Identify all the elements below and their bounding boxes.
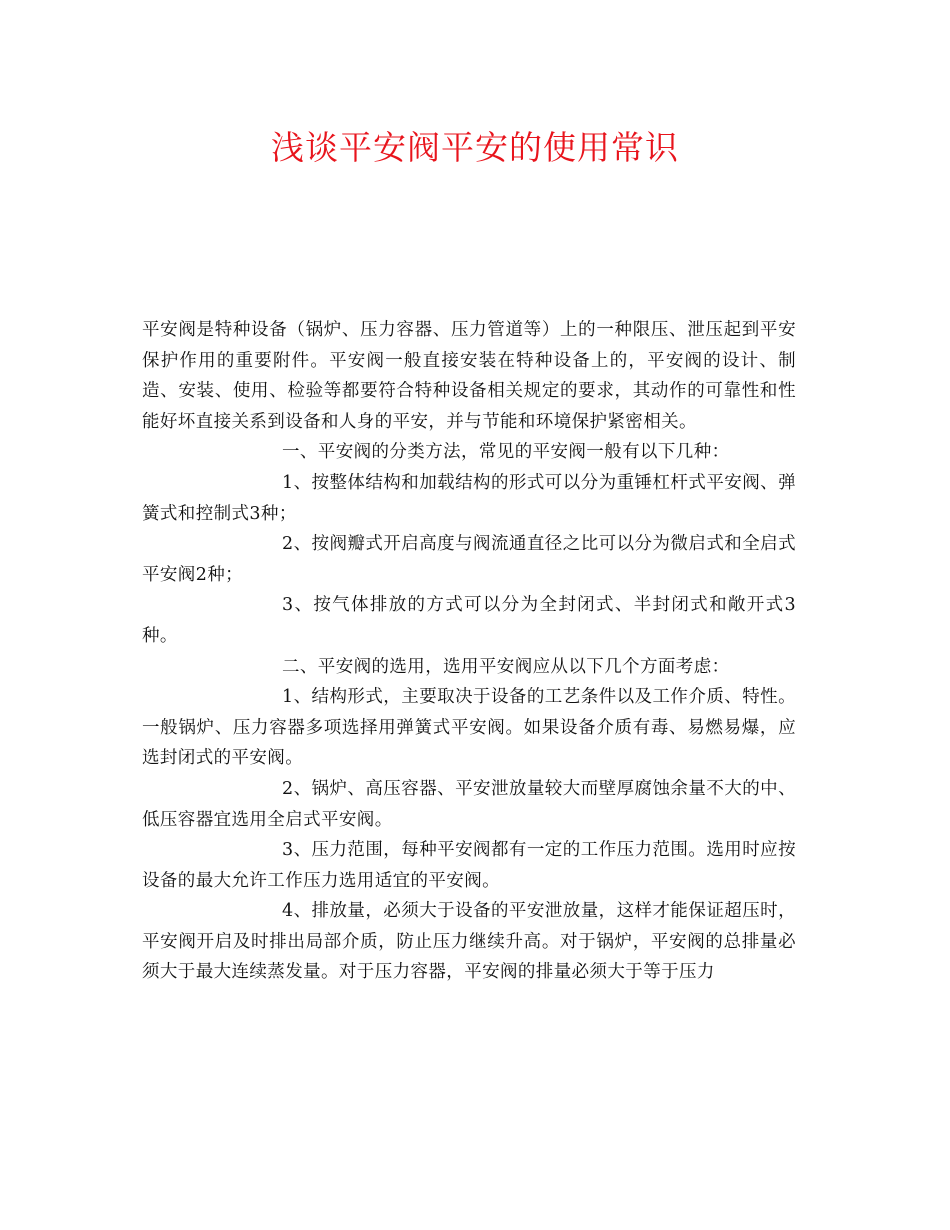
paragraph-intro: 平安阀是特种设备（锅炉、压力容器、压力管道等）上的一种限压、泄压起到平安保护作用的重要附件。平安阀一般直接安装在特种设备上的，平安阀的设计、制造、安装、使用、检验等都要符合特种设备相关规定的要求，其动作的可靠性和性能好坏直接关系到设备和人身的平安，并与节能和环境保护紧密相关。 <box>142 320 796 432</box>
list-item-classification-3: 3、按气体排放的方式可以分为全封闭式、半封闭式和敞开式3种。 <box>142 595 796 646</box>
document-title: 浅谈平安阀平安的使用常识 <box>271 128 679 167</box>
list-item-classification-1: 1、按整体结构和加载结构的形式可以分为重锤杠杆式平安阀、弹簧式和控制式3种； <box>142 472 796 524</box>
section-heading-selection: 二、平安阀的选用，选用平安阀应从以下几个方面考虑： <box>282 656 730 677</box>
section-heading-classification: 一、平安阀的分类方法，常见的平安阀一般有以下几种： <box>282 442 730 463</box>
list-item-selection-3: 3、压力范围，每种平安阀都有一定的工作压力范围。选用时应按设备的最大允许工作压力选用适宜的平安阀。 <box>142 840 796 891</box>
list-item-selection-4: 4、排放量，必须大于设备的平安泄放量，这样才能保证超压时，平安阀开启及时排出局部介质，防止压力继续升高。对于锅炉，平安阀的总排量必须大于最大连续蒸发量。对于压力容器，平安阀的排量必须大于等于压力 <box>142 901 796 983</box>
list-item-selection-2: 2、锅炉、高压容器、平安泄放量较大而壁厚腐蚀余量不大的中、低压容器宜选用全启式平安阀。 <box>142 778 796 830</box>
list-item-selection-1: 1、结构形式，主要取决于设备的工艺条件以及工作介质、特性。一般锅炉、压力容器多项选择用弹簧式平安阀。如果设备介质有毒、易燃易爆，应选封闭式的平安阀。 <box>142 687 796 769</box>
list-item-classification-2: 2、按阀瓣式开启高度与阀流通直径之比可以分为微启式和全启式平安阀2种； <box>142 534 796 585</box>
document-body <box>142 315 796 988</box>
